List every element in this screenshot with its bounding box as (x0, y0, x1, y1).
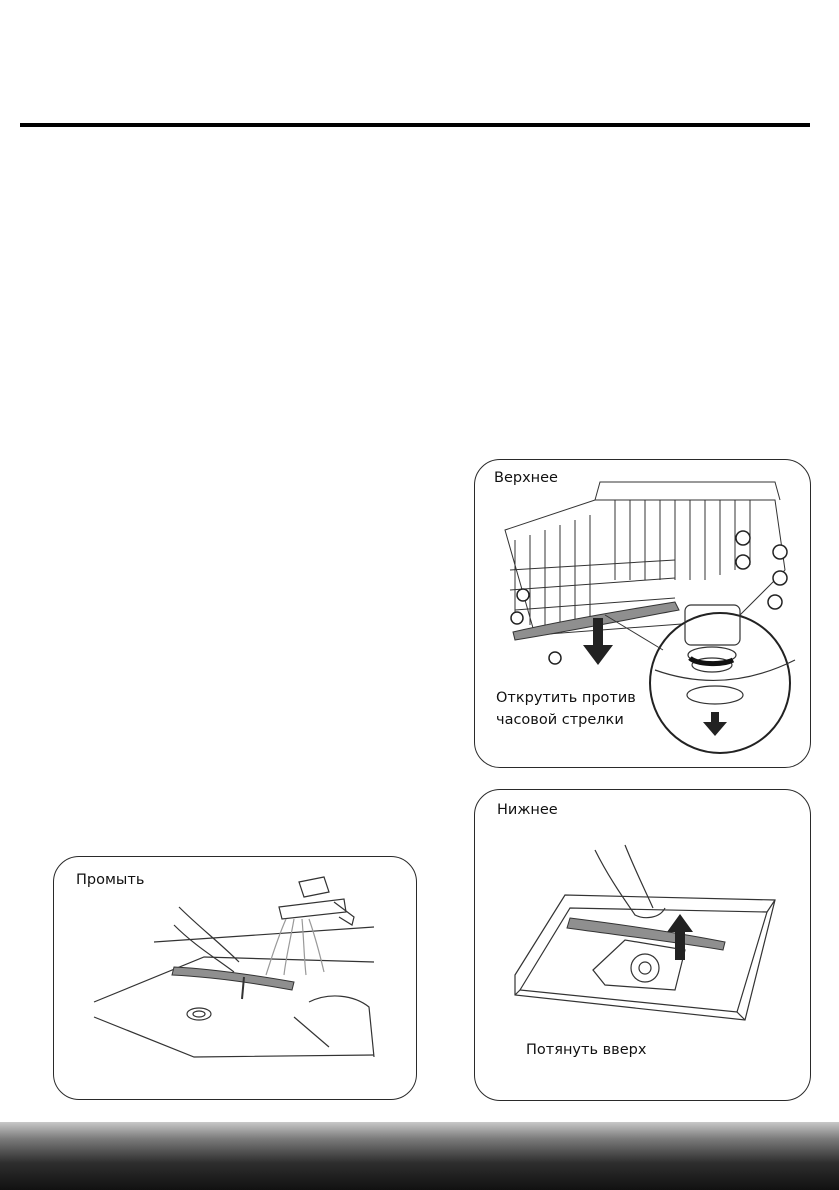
upper-spray-arm-panel (474, 459, 811, 768)
rinse-spray-arm-panel (53, 856, 417, 1100)
lower-panel-caption: Потянуть вверх (526, 1042, 647, 1058)
lower-panel-title: Нижнее (497, 802, 558, 818)
rinse-panel-title: Промыть (76, 872, 145, 888)
upper-panel-title: Верхнее (494, 470, 558, 486)
rinse-illustration (54, 857, 416, 1099)
lower-spray-arm-panel (474, 789, 811, 1101)
upper-panel-caption-line2: часовой стрелки (496, 712, 624, 728)
upper-panel-caption-line1: Открутить против (496, 690, 636, 706)
footer-gradient-bar (0, 1122, 839, 1190)
header-rule (20, 123, 810, 127)
